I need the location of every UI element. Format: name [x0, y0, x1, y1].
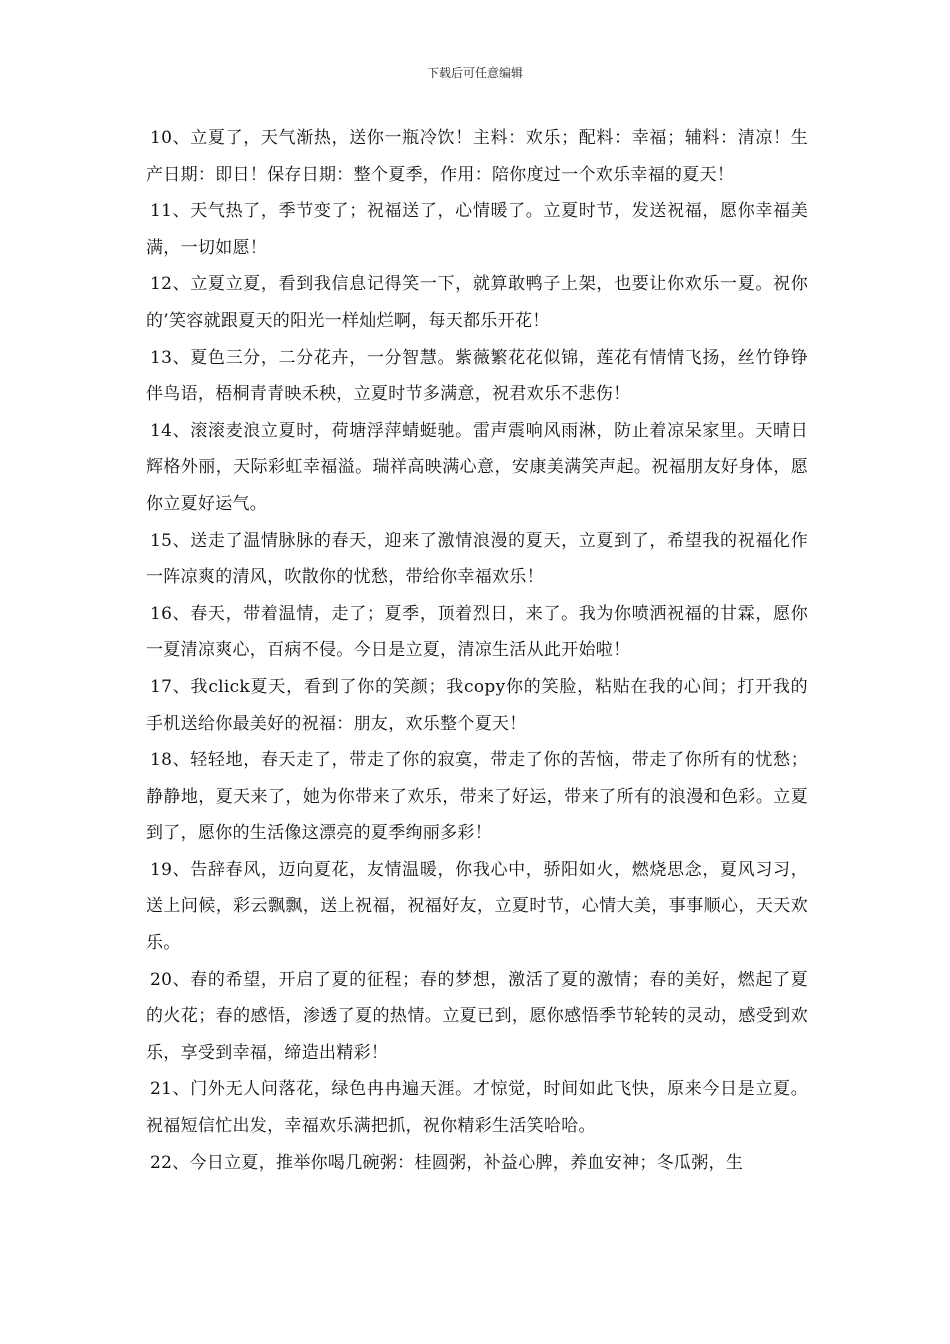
- paragraph-14: 14、滚滚麦浪立夏时，荷塘浮萍蜻蜓驰。雷声震响风雨淋，防止着凉呆家里。天晴日辉格外丽，天际彩虹幸福溢。瑞祥高映满心意，安康美满笑声起。祝福朋友好身体，愿你立夏好运气。: [146, 420, 808, 514]
- paragraph-20: 20、春的希望，开启了夏的征程；春的梦想，激活了夏的激情；春的美好，燃起了夏的火花；春的感悟，渗透了夏的热情。立夏已到，愿你感悟季节轮转的灵动，感受到欢乐，享受到幸福，缔造出精彩！: [146, 969, 808, 1063]
- paragraph-11: 11、天气热了，季节变了；祝福送了，心情暖了。立夏时节，发送祝福，愿你幸福美满，一切如愿！: [146, 201, 808, 258]
- paragraph-21: 21、门外无人问落花，绿色冉冉遍天涯。才惊觉，时间如此飞快，原来今日是立夏。祝福短信忙出发，幸福欢乐满把抓，祝你精彩生活笑哈哈。: [146, 1079, 808, 1137]
- page-header-note: 下载后可任意编辑: [426, 66, 523, 80]
- paragraph-17: 17、我click夏天，看到了你的笑颜；我copy你的笑脸，粘贴在我的心间；打开我的手机送给你最美好的祝福：朋友，欢乐整个夏天！: [146, 676, 808, 734]
- paragraph-18: 18、轻轻地，春天走了，带走了你的寂寞，带走了你的苦恼，带走了你所有的忧愁；静静地，夏天来了，她为你带来了欢乐，带来了好运，带来了所有的浪漫和色彩。立夏到了，愿你的生活像这漂亮的夏季绚丽多彩！: [146, 750, 808, 844]
- paragraph-13: 13、夏色三分，二分花卉，一分智慧。紫薇繁花花似锦，莲花有情情飞扬，丝竹铮铮伴鸟语，梧桐青青映禾秧，立夏时节多满意，祝君欢乐不悲伤！: [146, 347, 808, 405]
- paragraph-12: 12、立夏立夏，看到我信息记得笑一下，就算敢鸭子上架，也要让你欢乐一夏。祝你的’笑容就跟夏天的阳光一样灿烂啊，每天都乐开花！: [146, 274, 808, 331]
- paragraph-16: 16、春天，带着温情，走了；夏季，顶着烈日，来了。我为你喷洒祝福的甘霖，愿你一夏清凉爽心，百病不侵。今日是立夏，清凉生活从此开始啦！: [146, 603, 808, 661]
- paragraph-19: 19、告辞春风，迈向夏花，友情温暖，你我心中，骄阳如火，燃烧思念，夏风习习，送上问候，彩云飘飘，送上祝福，祝福好友，立夏时节，心情大美，事事顺心，天天欢乐。: [146, 859, 808, 954]
- document-body: [146, 120, 808, 1181]
- paragraph-10: 10、立夏了，天气渐热，送你一瓶冷饮！主料：欢乐；配料：幸福；辅料：清凉！生产日期：即日！保存日期：整个夏季，作用：陪你度过一个欢乐幸福的夏天！: [146, 128, 808, 185]
- paragraph-22: 22、今日立夏，推举你喝几碗粥：桂圆粥，补益心脾，养血安神；冬瓜粥，生: [150, 1152, 744, 1173]
- paragraph-15: 15、送走了温情脉脉的春天，迎来了激情浪漫的夏天，立夏到了，希望我的祝福化作一阵凉爽的清风，吹散你的忧愁，带给你幸福欢乐！: [146, 530, 808, 588]
